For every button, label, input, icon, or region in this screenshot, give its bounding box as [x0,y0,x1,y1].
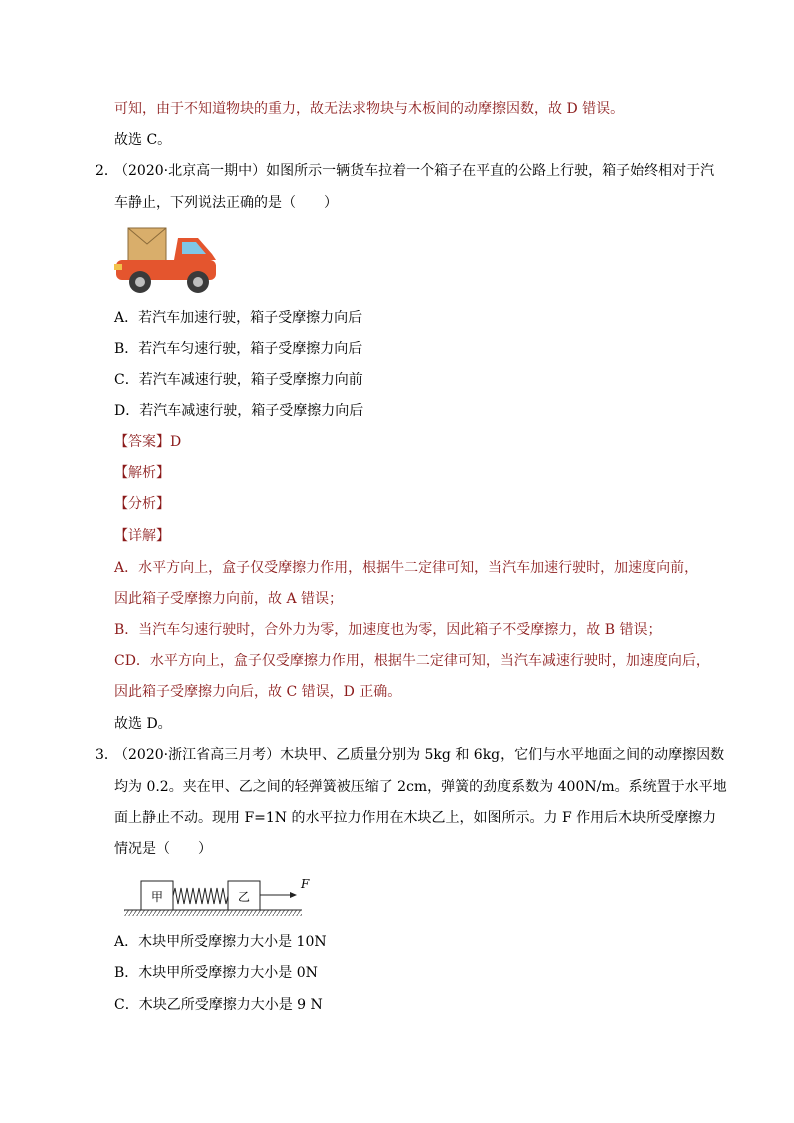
q3-stem-line-4: 情况是（ ） [114,841,212,857]
q2-detail-line-5: 因此箱子受摩擦力向后，故 C 错误，D 正确。 [114,684,402,700]
q3-option-a: A．木块甲所受摩擦力大小是 10N [114,934,327,950]
q2-option-d: D．若汽车减速行驶，箱子受摩擦力向后 [114,403,364,419]
q2-choose-line: 故选 D。 [114,716,172,732]
prev-explanation-line: 可知，由于不知道物块的重力，故无法求物块与木板间的动摩擦因数，故 D 错误。 [114,101,625,117]
q2-detail-line-2: 因此箱子受摩擦力向前，故 A 错误； [114,591,344,607]
block-jia-label: 甲 [150,890,164,904]
q3-number: 3． [95,747,118,763]
q2-option-b: B．若汽车匀速行驶，箱子受摩擦力向后 [114,341,363,357]
force-label: F [301,877,310,891]
q2-answer [114,432,181,452]
block-yi-label: 乙 [237,890,251,904]
truck-figure [112,226,228,296]
ground-hatching [124,910,302,916]
q3-option-b: B．木块甲所受摩擦力大小是 0N [114,965,318,981]
q3-stem-line-1: （2020·浙江省高三月考）木块甲、乙质量分别为 5kg 和 6kg，它们与水平地面之间的动摩擦因数 [114,747,725,763]
prev-choose-line: 故选 C。 [114,132,172,148]
answer-tag: 【答案】 [114,434,170,450]
q2-option-c: C．若汽车减速行驶，箱子受摩擦力向前 [114,372,363,388]
q2-detail-line-4: CD．水平方向上，盒子仅受摩擦力作用，根据牛二定律可知，当汽车减速行驶时，加速度向后， [114,653,710,669]
spring [173,888,228,904]
q2-number: 2． [95,163,118,179]
q2-stem-line-1: （2020·北京高一期中）如图所示一辆货车拉着一个箱子在平直的公路上行驶，箱子始终相对于汽 [114,163,715,179]
q3-stem-line-2: 均为 0.2。夹在甲、乙之间的轻弹簧被压缩了 2cm，弹簧的劲度系数为 400N/m。系统置于水平地 [114,779,727,795]
spring-blocks-figure [122,872,322,920]
q2-detail-line-3: B．当汽车匀速行驶时，合外力为零，加速度也为零，因此箱子不受摩擦力，故 B 错误； [114,622,662,638]
q3-option-c: C．木块乙所受摩擦力大小是 9 N [114,997,323,1013]
q2-option-a: A．若汽车加速行驶，箱子受摩擦力向后 [114,310,363,326]
q2-fenxi-tag: 【分析】 [114,496,170,512]
q2-detail-tag: 【详解】 [114,528,170,544]
q3-stem-line-3: 面上静止不动。现用 F=1N 的水平拉力作用在木块乙上，如图所示。力 F 作用后木块所受摩擦力 [114,810,717,826]
force-arrow-head [290,892,297,898]
answer-value: D [170,434,182,450]
q2-stem-line-2: 车静止，下列说法正确的是（ ） [114,195,338,211]
q2-analysis-tag: 【解析】 [114,465,170,481]
q2-detail-line-1: A．水平方向上，盒子仅受摩擦力作用，根据牛二定律可知，当汽车加速行驶时，加速度向前， [114,560,699,576]
